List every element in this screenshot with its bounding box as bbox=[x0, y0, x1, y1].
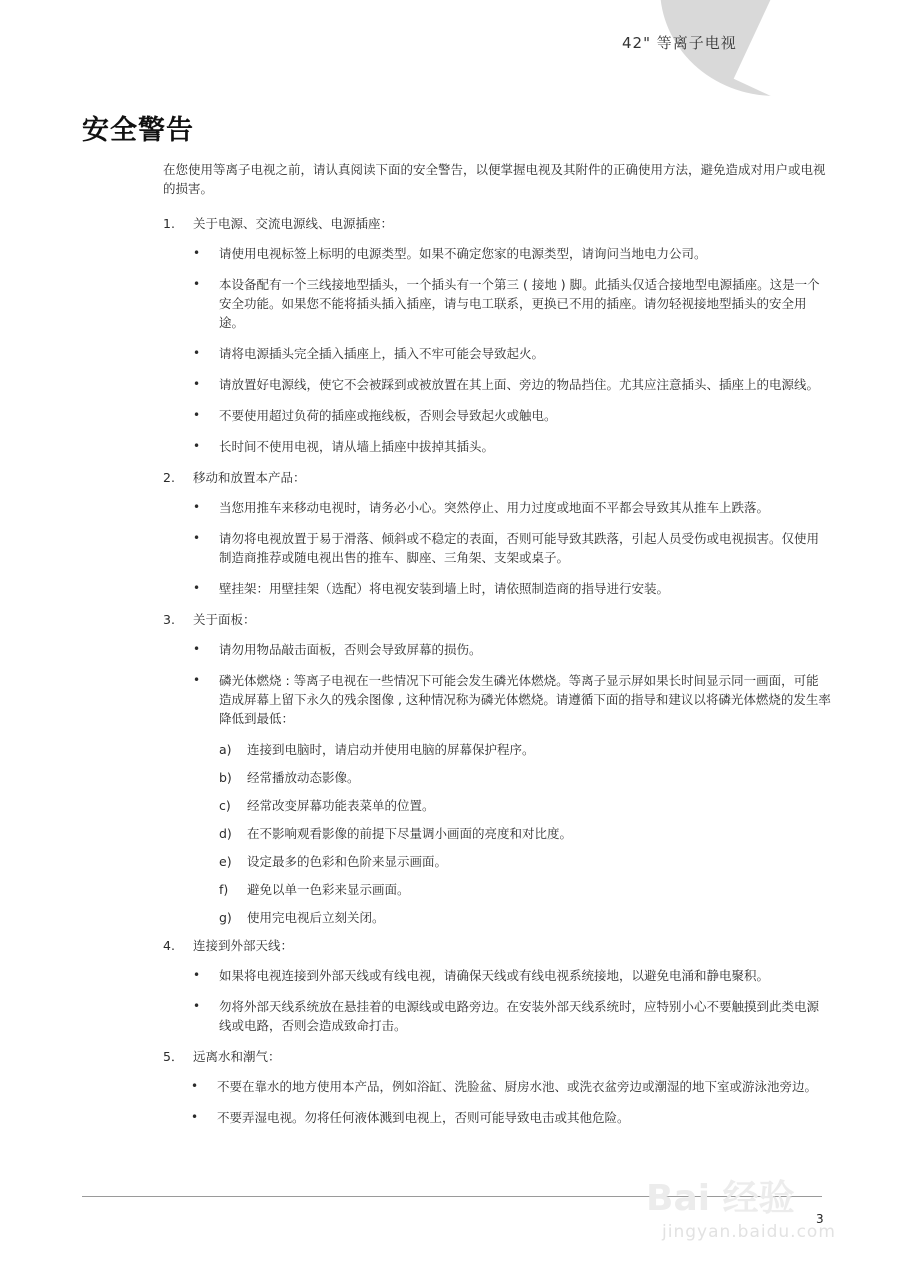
list-item bbox=[193, 997, 831, 1035]
bullet-icon: • bbox=[193, 531, 201, 545]
list-item-text: 请使用电视标签上标明的电源类型。如果不确定您家的电源类型，请询问当地电力公司。 bbox=[219, 246, 707, 261]
list-item-text: 请放置好电源线，使它不会被踩到或被放置在其上面、旁边的物品挡住。尤其应注意插头、插座上的电源线。 bbox=[219, 377, 820, 392]
baidu-watermark bbox=[640, 1160, 890, 1260]
section-panel bbox=[163, 610, 831, 927]
list-item bbox=[193, 344, 831, 363]
bullet-icon: • bbox=[193, 581, 201, 595]
list-item bbox=[193, 406, 831, 425]
bullet-icon: • bbox=[191, 1079, 199, 1093]
sub-item-text: 设定最多的色彩和色阶来显示画面。 bbox=[247, 854, 448, 869]
list-item bbox=[193, 640, 831, 659]
section-power bbox=[163, 214, 831, 456]
sub-item-label: g) bbox=[219, 910, 232, 925]
list-item-text: 磷光体燃烧 : 等离子电视在一些情况下可能会发生磷光体燃烧。等离子显示屏如果长时间显示同一画面，可能造成屏幕上留下永久的残余图像 , 这种情况称为磷光体燃烧。请遵循下面的指导和建议以将磷光体燃烧的发生率降低到最低： bbox=[219, 673, 831, 726]
list-item bbox=[193, 375, 831, 394]
section-title: 移动和放置本产品： bbox=[193, 470, 306, 485]
sub-list-item bbox=[219, 824, 831, 843]
section-title: 连接到外部天线： bbox=[193, 938, 294, 953]
sub-item-text: 避免以单一色彩来显示画面。 bbox=[247, 882, 410, 897]
list-item-text: 不要使用超过负荷的插座或拖线板，否则会导致起火或触电。 bbox=[219, 408, 557, 423]
bullet-icon: • bbox=[193, 408, 201, 422]
list-item-text: 请勿将电视放置于易于滑落、倾斜或不稳定的表面，否则可能导致其跌落，引起人员受伤或电视损害。仅使用制造商推荐或随电视出售的推车、脚座、三角架、支架或桌子。 bbox=[219, 531, 820, 565]
sub-item-label: e) bbox=[219, 854, 232, 869]
sub-list-item bbox=[219, 740, 831, 759]
section-antenna bbox=[163, 936, 831, 1035]
section-number: 4. bbox=[163, 938, 175, 953]
list-item-text: 请将电源插头完全插入插座上，插入不牢可能会导致起火。 bbox=[219, 346, 545, 361]
corner-decoration-cut bbox=[734, 0, 905, 146]
section-heading bbox=[163, 610, 831, 629]
sub-list-item bbox=[219, 880, 831, 899]
page-title: 安全警告 bbox=[82, 115, 194, 146]
sub-item-label: d) bbox=[219, 826, 232, 841]
sub-item-text: 使用完电视后立刻关闭。 bbox=[247, 910, 385, 925]
bullet-icon: • bbox=[193, 246, 201, 260]
bullet-icon: • bbox=[193, 999, 201, 1013]
list-item-text: 壁挂架：用壁挂架（选配）将电视安装到墙上时，请依照制造商的指导进行安装。 bbox=[219, 581, 670, 596]
list-item bbox=[193, 437, 831, 456]
bullet-icon: • bbox=[193, 642, 201, 656]
list-item bbox=[193, 579, 831, 598]
list-item-text: 勿将外部天线系统放在悬挂着的电源线或电路旁边。在安装外部天线系统时，应特别小心不要触摸到此类电源线或电路，否则会造成致命打击。 bbox=[219, 999, 820, 1033]
list-item-text: 如果将电视连接到外部天线或有线电视，请确保天线或有线电视系统接地，以避免电涌和静电聚积。 bbox=[219, 968, 770, 983]
list-item bbox=[193, 244, 831, 263]
sub-item-text: 经常播放动态影像。 bbox=[247, 770, 360, 785]
section-heading bbox=[163, 214, 831, 233]
sub-list-item bbox=[219, 852, 831, 871]
section-heading bbox=[163, 1047, 831, 1066]
list-item bbox=[191, 1077, 831, 1096]
sub-item-label: f) bbox=[219, 882, 229, 897]
document-body bbox=[163, 160, 831, 1139]
bullet-icon: • bbox=[193, 346, 201, 360]
section-moving bbox=[163, 468, 831, 598]
section-title: 远离水和潮气： bbox=[193, 1049, 281, 1064]
section-number: 2. bbox=[163, 470, 175, 485]
sub-item-text: 连接到电脑时，请启动并使用电脑的屏幕保护程序。 bbox=[247, 742, 535, 757]
section-heading bbox=[163, 468, 831, 487]
section-title: 关于电源、交流电源线、电源插座： bbox=[193, 216, 394, 231]
bullet-icon: • bbox=[193, 439, 201, 453]
sub-item-label: b) bbox=[219, 770, 232, 785]
list-item bbox=[193, 529, 831, 567]
list-item-text: 长时间不使用电视，请从墙上插座中拔掉其插头。 bbox=[219, 439, 495, 454]
watermark-url: jingyan.baidu.com bbox=[662, 1222, 836, 1242]
bullet-icon: • bbox=[193, 377, 201, 391]
section-number: 3. bbox=[163, 612, 175, 627]
list-item bbox=[193, 671, 831, 728]
sub-list-item bbox=[219, 768, 831, 787]
bullet-icon: • bbox=[193, 673, 201, 687]
list-item-text: 不要弄湿电视。勿将任何液体溅到电视上，否则可能导致电击或其他危险。 bbox=[217, 1110, 630, 1125]
sub-item-text: 经常改变屏幕功能表菜单的位置。 bbox=[247, 798, 435, 813]
page-number: 3 bbox=[816, 1212, 824, 1226]
sub-list-item bbox=[219, 908, 831, 927]
list-item-text: 请勿用物品敲击面板，否则会导致屏幕的损伤。 bbox=[219, 642, 482, 657]
list-item bbox=[193, 966, 831, 985]
section-number: 1. bbox=[163, 216, 175, 231]
header-title: 42" 等离子电视 bbox=[622, 34, 737, 52]
intro-paragraph: 在您使用等离子电视之前，请认真阅读下面的安全警告，以便掌握电视及其附件的正确使用方法，避免造成对用户或电视的损害。 bbox=[163, 162, 826, 196]
bullet-icon: • bbox=[191, 1110, 199, 1124]
watermark-logo-text: Bai 经验 bbox=[646, 1178, 795, 1219]
bullet-icon: • bbox=[193, 500, 201, 514]
bullet-icon: • bbox=[193, 277, 201, 291]
list-item-text: 本设备配有一个三线接地型插头，一个插头有一个第三 ( 接地 ) 脚。此插头仅适合接地型电源插座。这是一个安全功能。如果您不能将插头插入插座，请与电工联系，更换已不用的插座。请勿轻视接地型插头的安全用途。 bbox=[219, 277, 820, 330]
sub-list-item bbox=[219, 796, 831, 815]
list-item bbox=[193, 498, 831, 517]
bullet-icon: • bbox=[193, 968, 201, 982]
section-title: 关于面板： bbox=[193, 612, 256, 627]
sub-item-text: 在不影响观看影像的前提下尽量调小画面的亮度和对比度。 bbox=[247, 826, 573, 841]
section-heading bbox=[163, 936, 831, 955]
list-item bbox=[193, 275, 831, 332]
list-item-text: 当您用推车来移动电视时，请务必小心。突然停止、用力过度或地面不平都会导致其从推车上跌落。 bbox=[219, 500, 770, 515]
sub-item-label: c) bbox=[219, 798, 231, 813]
sub-item-label: a) bbox=[219, 742, 232, 757]
list-item bbox=[191, 1108, 831, 1127]
list-item-text: 不要在靠水的地方使用本产品，例如浴缸、洗脸盆、厨房水池、或洗衣盆旁边或潮湿的地下室或游泳池旁边。 bbox=[217, 1079, 818, 1094]
section-number: 5． bbox=[163, 1049, 184, 1064]
section-water bbox=[163, 1047, 831, 1127]
